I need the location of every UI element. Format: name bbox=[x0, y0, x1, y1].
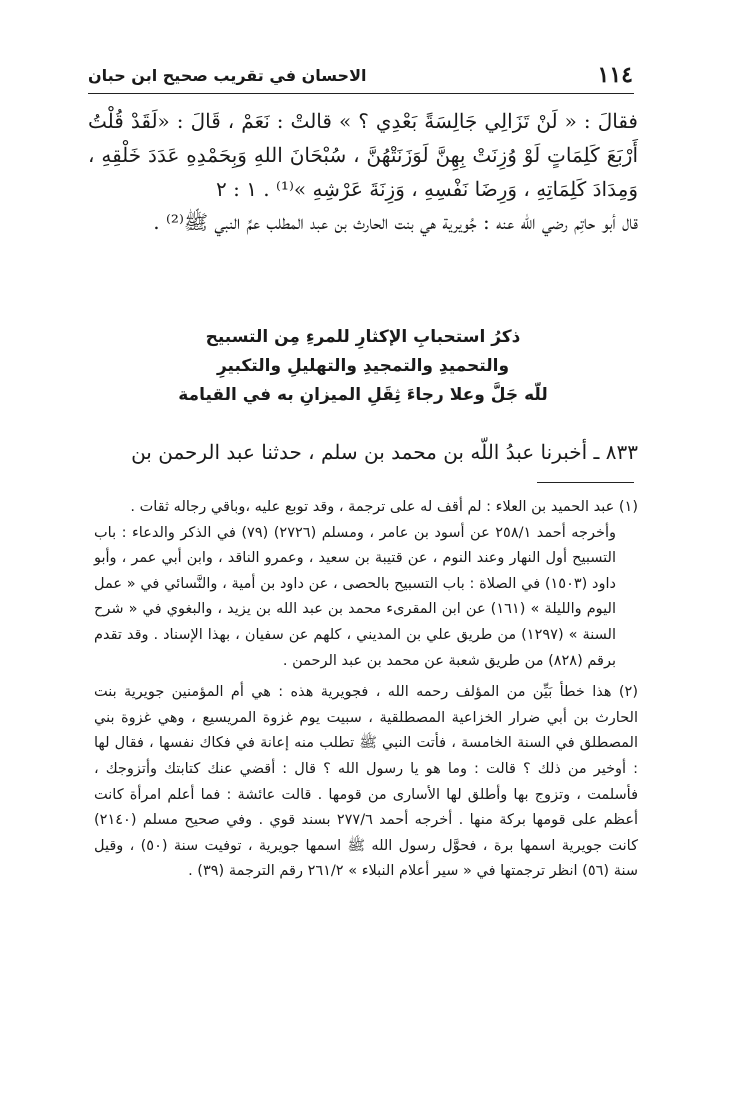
header-rule bbox=[88, 93, 634, 94]
chapter-heading-line-1: ذكرُ استحبابِ الإكثارِ للمرءِ مِن التسبيح bbox=[205, 327, 521, 347]
main-paragraph-1: فقالَ : « لَنْ تَزَالِي جَالِسَةً بَعْدِي ؟ » قالتْ : نَعَمْ ، قَالَ : «لَقَدْ قُلْتُ أَرْبَعَ كَلِمَاتٍ لَوْ وُزِنَتْ بِهِنَّ لَوَزَنَتْهُنَّ ، سُبْحَانَ اللهِ وَبِحَمْدِهِ عَدَدَ خَلْقِهِ ، وَمِدَادَ كَلِمَاتِهِ ، وَرِضَا نَفْسِهِ ، وَزِنَةَ عَرْشِهِ »⁽¹⁾ . ١ : ٢ bbox=[88, 109, 638, 201]
running-title: الاحسان في تقريب صحيح ابن حبان bbox=[88, 66, 367, 85]
footnote-1-references: وأخرجه أحمد ٢٥٨/١ عن أسود بن عامر ، ومسلم (٢٧٢٦) (٧٩) في الذكر والدعاء : باب التسبيح أول النهار وعند النوم ، عن قتيبة بن سعيد ، وعمرو الناقد ، وابن أبي عمر ، وأبو داود (١٥٠٣) في الصلاة : باب التسبيح بالحصى ، عن داود بن أمية ، والنَّسائي في « عمل اليوم والليلة » (١٦١) عن ابن المقرىء محمد بن عبد الله بن يزيد ، والبغوي في « شرح السنة » (١٢٩٧) من طريق علي بن المديني ، كلهم عن سفيان ، بهذا الإسناد . وقد تقدم برقم (٨٢٨) من طريق شعبة عن محمد بن عبد الرحمن . bbox=[94, 524, 617, 669]
footnote-2: (٢) هذا خطأ بَيِّن من المؤلف رحمه الله ، فجويرية هذه : هي أم المؤمنين جويرية بنت الحارث بن أبي ضرار الخزاعية المصطلقية ، سبيت يوم غزوة المريسيع ، وهي غزوة بني المصطلق في السنة الخامسة ، فأتت النبي ﷺ تطلب منه إعانة في فكاك نفسها ، فقال لها : أوخير من ذلك ؟ قالت : وما هو يا رسول الله ؟ قال : أقضي عنك كتابتك وأتزوجك ، فأسلمت ، وتزوج بها وأطلق لها الأسارى من قومها . قالت عائشة : فما أعلم امرأة كانت أعظم على قومها بركة منها . أخرجه أحمد ٢٧٧/٦ بسند قوي . وفي صحيح مسلم (٢١٤٠) كانت جويرية اسمها برة ، فحوَّل رسول الله ﷺ اسمها جويرية ، توفيت سنة (٥٠) ، وقيل سنة (٥٦) انظر ترجمتها في « سير أعلام النبلاء » ٢٦١/٢ رقم الترجمة (٣٩) . bbox=[94, 684, 638, 880]
footnotes bbox=[94, 495, 638, 885]
footnote-separator bbox=[537, 482, 634, 483]
footnote-1: (١) عبد الحميد بن العلاء : لم أقف له على ترجمة ، وقد توبع عليه ،وباقي رجاله ثقات . bbox=[130, 499, 638, 515]
main-text bbox=[88, 104, 638, 239]
page-header bbox=[88, 62, 633, 88]
chapter-heading bbox=[88, 323, 638, 410]
chapter-heading-line-3: للّه جَلَّ وعلا رجاءَ ثِقَلِ الميزانِ به في القيامة bbox=[178, 385, 548, 405]
main-paragraph-2: قال أبو حاتِم رضي اللّه عنه : جُويرية هي بنت الحارث بن عبد المطلب عمِّ النبي ﷺ⁽²⁾ . bbox=[153, 210, 638, 234]
chapter-heading-line-2: والتحميدِ والتمجيدِ والتهليلِ والتكبيرِ bbox=[216, 356, 510, 376]
hadith-833-start: ٨٣٣ ـ أخبرنا عبدُ اللّه بن محمد بن سلم ، حدثنا عبد الرحمن بن bbox=[131, 440, 638, 464]
page-number: ١١٤ bbox=[597, 62, 633, 88]
